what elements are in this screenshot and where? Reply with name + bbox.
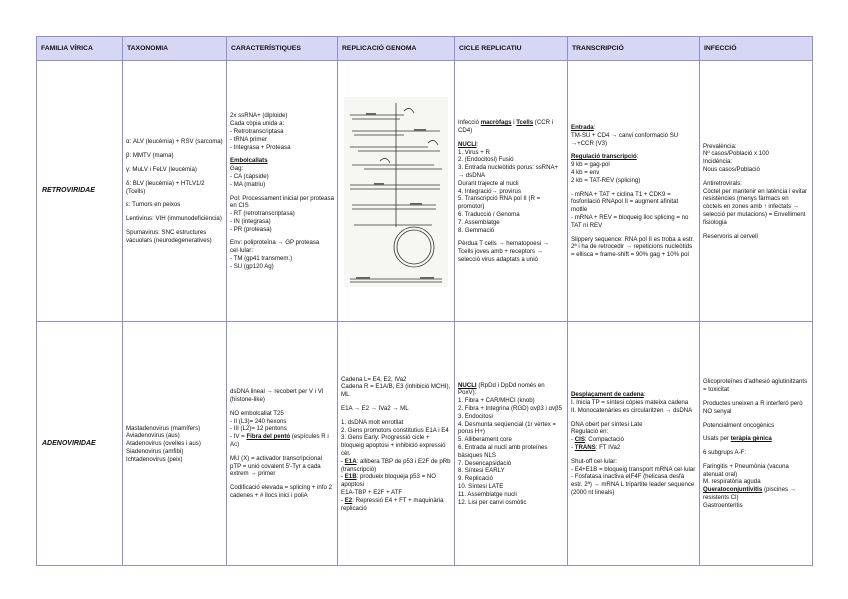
cell-line: - mRNA + TAT + ciclina T1 + CDK9 = fosforilació RNApol II = augment afinitat motlle xyxy=(571,190,680,214)
underlined-term: E1A xyxy=(344,457,357,465)
cell-line: Cadena L= E4, E2, IVa2 xyxy=(341,375,407,383)
cycle-cell xyxy=(455,61,568,322)
cell-line: Siadenovirus (amfibi) xyxy=(126,447,184,455)
cell-line: Queratoconjuntivitis (piscines → resistents Cl) xyxy=(703,486,798,502)
cell-line: 9 kb = gag-pol xyxy=(571,161,610,169)
underlined-term: Embolcallats xyxy=(230,157,268,165)
header-cell: CICLE REPLICATIU xyxy=(455,37,568,61)
characteristics-cell xyxy=(227,61,338,322)
cell-line: - Fosfatasa inactiva eIF4F (helicasa desfà estr. 2ª) → mRNA L tripartite leader sequence (2000 nt lineals) xyxy=(571,473,696,496)
replication-cell xyxy=(338,322,455,566)
cell-line: Gastroenteritis xyxy=(703,501,743,509)
cell-line: 3. Endocitosi xyxy=(458,412,493,420)
cell-line: 10. Síntesi LATE xyxy=(458,482,504,490)
cell-line: Cadena R = E1A/B, E3 (inhibició MCHI), ML xyxy=(341,383,452,399)
cell-line: - E2: Repressió E4 + FT + maquinària replicació xyxy=(341,496,446,512)
table-row-retroviridae xyxy=(37,61,813,322)
cell-line: 4. Desmunta seqüencial (1r vèrtex = porus H+) xyxy=(458,420,558,436)
underlined-term: E1B xyxy=(344,473,357,481)
cell-line: 2x ssRNA+ (diploide) xyxy=(230,112,288,120)
virus-table xyxy=(36,36,813,566)
cell-line: 11. Assemblatge nucli xyxy=(458,490,517,498)
cell-line: 6 subgrups A-F: xyxy=(703,449,747,457)
cell-line: ε: Tumors en peixos xyxy=(126,201,181,209)
cell-line: NUCLI: xyxy=(458,140,479,148)
header-cell: REPLICACIÓ GENOMA xyxy=(338,37,455,61)
cell-line: β: MMTV (mama) xyxy=(126,152,174,160)
underlined-term: Queratoconjuntivitis xyxy=(703,486,763,494)
cell-line: E1A-TBP + E2F + ATF xyxy=(341,488,403,496)
cell-line: Pèrdua T cells → hematopoesi → Tcells joves amb + receptors → selecció virus adaptats a unió xyxy=(458,240,551,263)
cell-line: Slippery sequence: RNA pol II es troba a estr. 2ª i ha de retrocedir → repeticions nucleòtids = ellisca = frame-shift = 90% gag + 10% pol xyxy=(571,235,696,259)
underlined-term: Fibra del pentó xyxy=(246,433,291,441)
cell-line: γ: MuLV i FeLV (leucèmia) xyxy=(126,166,197,173)
cell-line: 7. Assemblatge xyxy=(458,218,500,226)
cell-line: - tRNA primer xyxy=(230,135,267,143)
header-cell: CARACTERÍSTIQUES xyxy=(227,37,338,61)
cell-line: NUCLI (RpDd i DpDd només en PoxV): xyxy=(458,381,547,397)
infection-cell xyxy=(700,322,813,566)
cell-line: 7. Desencapsidació xyxy=(458,459,512,467)
underlined-term: E2 xyxy=(344,496,353,504)
cell-line: Lentivirus: VIH (immunodeficiència) xyxy=(126,215,222,223)
header-row xyxy=(37,37,813,61)
cell-line: - III (L2)= 12 pentons xyxy=(230,425,287,433)
cell-line: - TRANS: FT IVa2 xyxy=(571,444,621,451)
cell-line: Glicoproteïnes d'adhesió aglutinitzants = toxicitat xyxy=(703,378,809,394)
cell-line: 3. Entrada nucleòtids porus: ssRNA+ → dsDNA xyxy=(458,164,560,179)
cell-line: II. Monocatenàries es circularitzen → dsDNA xyxy=(571,406,693,414)
cell-line: - RT (retrotranscriptasa) xyxy=(230,210,295,218)
underlined-term: TRANS xyxy=(574,444,596,451)
cell-line: α: ALV (leucèmia) + RSV (sarcoma) xyxy=(126,138,223,146)
cell-line: Regulació transcripció: xyxy=(571,153,639,161)
family-cell: ADENOVIRIDAE xyxy=(37,322,123,566)
header-cell: INFECCIÓ xyxy=(700,37,813,61)
cell-line: - II (L3)= 240 hexons xyxy=(230,417,287,425)
cell-line: Nº casos/Població x 100 xyxy=(703,150,769,158)
cell-line xyxy=(230,157,334,165)
cell-line: Usats per teràpia gènica xyxy=(703,435,772,443)
cell-line: Nous casos/Població xyxy=(703,166,760,173)
cell-line: Spumavirus: SNC estructures vacuolars (neurodegeneratives) xyxy=(126,228,212,244)
underlined-term: teràpia gènica xyxy=(730,435,772,443)
table-row-adenoviridae xyxy=(37,322,813,566)
cell-line: Env: poliproteïna → GP proteasa cel·lular: xyxy=(230,239,322,255)
cell-line: Antiretrovirals: xyxy=(703,179,742,187)
header-cell: TAXONOMIA xyxy=(123,37,227,61)
cell-line: Mastadenovirus (mamífers) xyxy=(126,424,201,432)
cell-line: 2 kb = TAT-REV (splicing) xyxy=(571,176,641,184)
cell-line: M. respiratòria aguda xyxy=(703,478,761,486)
cell-line: Aviadenovirus (aus) xyxy=(126,432,180,440)
cell-line: 5. Transcripció RNA pol II (R = promotor) xyxy=(458,195,542,211)
cycle-cell xyxy=(455,322,568,566)
cell-line: pTP = unió covalent 5'-Tyr a cada extrem → primer xyxy=(230,462,323,478)
cell-line: 1. Fibra + CAR/MHCI (knob) xyxy=(458,397,535,405)
underlined-term: Regulació transcripció xyxy=(571,153,637,161)
cell-line: I. Inicia TP = síntesi còpies mateixa cadena xyxy=(571,399,689,407)
cell-line: Ichtadenovirus (peix) xyxy=(126,455,183,463)
cell-line: 8. Síntesi EARLY xyxy=(458,467,505,475)
underlined-term: Entrada xyxy=(571,124,594,132)
cell-line: Potencialment oncogènics xyxy=(703,421,775,429)
cell-line: 4 kb = env xyxy=(571,169,600,176)
cell-line: E1A → E2 → IVa2 → ML xyxy=(341,405,409,413)
underlined-term: NUCLI xyxy=(458,140,477,148)
cell-line: dsDNA lineal → recobert per V i VI (histone-like) xyxy=(230,388,326,404)
cell-line: Faringitis + Pneumònia (vacuna atenuat oral) xyxy=(703,462,791,478)
underlined-term: CIS xyxy=(574,436,585,444)
cell-line: 9. Replicació xyxy=(458,475,493,483)
cell-line: Pol: Processament inicial per proteasa en CIS xyxy=(230,194,336,210)
cell-line: Regulació en: xyxy=(571,428,609,436)
cell-line: 1. Virus + R xyxy=(458,148,490,156)
cell-line: Productes uneixen a R interferó però NO senyal xyxy=(703,399,805,415)
header-cell: TRANSCRIPCIÓ xyxy=(568,37,700,61)
infection-cell xyxy=(700,61,813,322)
cell-line: - E4+E1B = bloqueig transport mRNA cel·lular xyxy=(571,465,696,473)
cell-line: 6. Traducció / Genoma xyxy=(458,210,520,218)
cell-line: - Integrasa + Proteasa xyxy=(230,143,291,151)
cell-line: Shut-off cel·lular: xyxy=(571,457,617,465)
cell-line: - TM (gp41 transmem.) xyxy=(230,255,293,263)
cell-line: Reservoris al cervell xyxy=(703,232,758,240)
cell-line: Infecció macròfags i Tcells (CCR i CD4) xyxy=(458,119,555,135)
cell-line: TM-SU + CD4 → canvi conformació SU →+CCR (V3) xyxy=(571,131,680,147)
cell-line: Entrada: xyxy=(571,124,596,132)
cell-line: 8. Gemmació xyxy=(458,226,495,234)
transcription-cell xyxy=(568,322,700,566)
cell-line: Còctel per mantenir en latència i evitar resistències (menys fàrmacs en còctels en zones amb ↑ infectats → selecció per mutacions) = Envelliment fisiologia xyxy=(703,187,809,226)
cell-line: NO embolcallat T25 xyxy=(230,409,284,417)
family-cell: RETROVIRIDAE xyxy=(37,61,123,322)
underlined-term: Tcells xyxy=(516,119,534,127)
cell-line: 5. Alliberament core xyxy=(458,436,512,444)
cell-line: Cada còpia unida a: xyxy=(230,120,285,128)
taxonomy-cell xyxy=(123,61,227,322)
cell-line: Atadenovirus (ovelles i aus) xyxy=(126,440,201,448)
cell-line: Codificació elevada = splicing + info 2 cadenes + # llocs inici i poliA xyxy=(230,484,334,499)
cell-line: 2. (Endocitosi) Fusió xyxy=(458,156,514,164)
header-cell: FAMILIA VÍRICA xyxy=(37,37,123,61)
cell-line: MU (X) = activador transcripcional xyxy=(230,454,322,462)
cell-line: Durant trajecte al nucli xyxy=(458,179,519,187)
cell-line: 2. Fibra + Integrina (RGD) αvβ3 i αvβ5 xyxy=(458,405,562,413)
cell-line: DNA obert per síntesi Late xyxy=(571,420,643,428)
retrovirus-reverse-transcription-diagram-icon xyxy=(344,97,448,287)
replication-cell xyxy=(338,61,455,322)
cell-line: 3. Gens Early: Progressió cicle + bloqueig apoptosi + inhibició expressió cèl. xyxy=(341,434,448,457)
cell-line: δ: BLV (leucèmia) + HTLV1/2 (Tcells) xyxy=(126,179,207,195)
cell-line: - CA (càpside) xyxy=(230,172,269,180)
underlined-term: macròfags xyxy=(480,119,512,127)
cell-line: 12. Lisi per canvi osmòtic xyxy=(458,498,527,506)
cell-line: 2. Gens promotors constitutius E1A i E4 xyxy=(341,426,449,434)
cell-line: Desplaçament de cadena: xyxy=(571,391,646,399)
cell-line: Incidència: xyxy=(703,158,733,166)
cell-line: Prevalència: xyxy=(703,142,737,150)
cell-line: - IV = Fibra del pentó (espícules R i Ac) xyxy=(230,433,331,448)
cell-line: Gag: xyxy=(230,165,244,173)
cell-line: - mRNA + REV = bloqueig lloc splicing = no TAT ni REV xyxy=(571,213,690,229)
cell-line: - MA (matriu) xyxy=(230,180,266,188)
cell-line: 4. Integració→ provirus xyxy=(458,187,521,195)
underlined-term: Desplaçament de cadena xyxy=(571,391,644,399)
underlined-term: NUCLI xyxy=(458,381,477,389)
cell-line: - E1A: allibera TBP de p53 i E2F de pRb (transcripció) xyxy=(341,457,453,473)
transcription-cell xyxy=(568,61,700,322)
cell-line: - PR (proteasa) xyxy=(230,225,272,233)
cell-line: - Retrotranscriptasa xyxy=(230,127,284,135)
cell-line: - IN (integrasa) xyxy=(230,217,271,225)
cell-line: 6. Entrada al nucli amb proteïnes bàsiques NLS xyxy=(458,444,550,459)
cell-line: - E1B: produeix bloqueja p53 = NO apoptosi xyxy=(341,473,438,489)
characteristics-cell xyxy=(227,322,338,566)
cell-line: - CIS: Compactació xyxy=(571,436,624,444)
cell-line: 1. dsDNA molt enrotllat xyxy=(341,418,404,426)
cell-line: - SU (gp120 Ag) xyxy=(230,262,274,270)
taxonomy-cell xyxy=(123,322,227,566)
